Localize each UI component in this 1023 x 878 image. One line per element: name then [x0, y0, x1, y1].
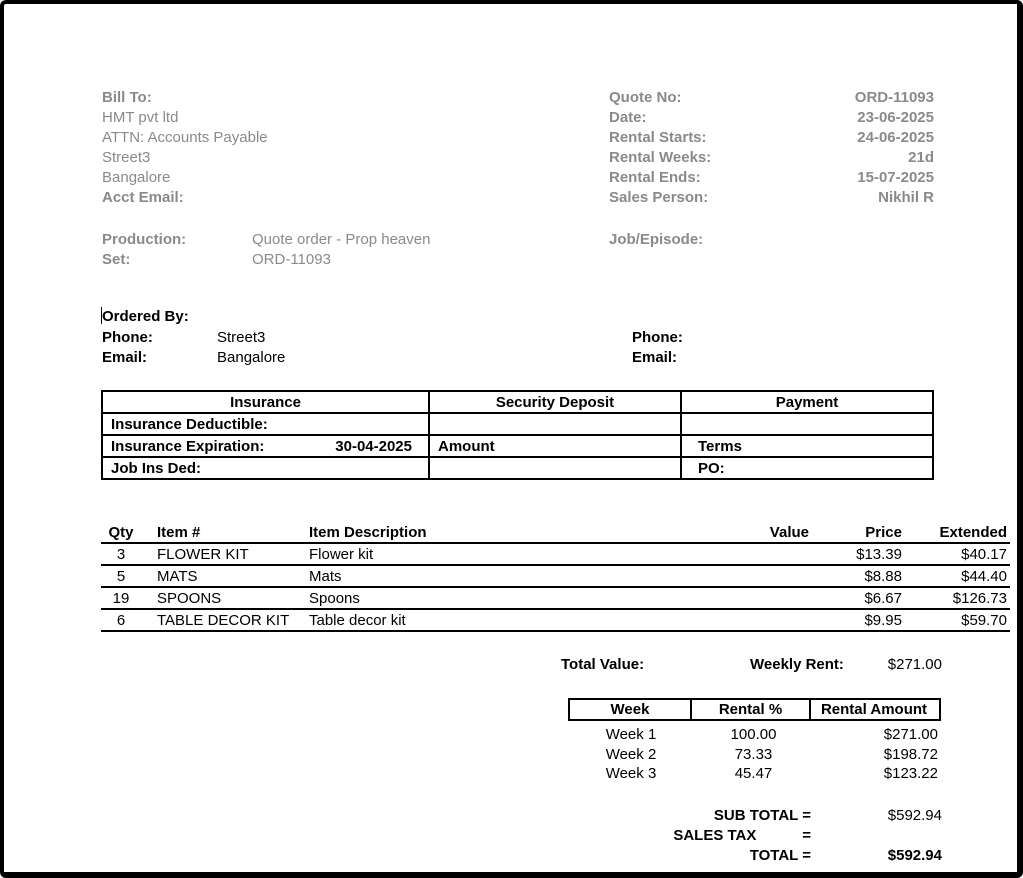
production-value: Quote order - Prop heaven — [252, 231, 431, 248]
sales-tax-label: SALES TAX = — [673, 827, 811, 844]
production-row — [102, 230, 942, 250]
set-value: ORD-11093 — [252, 251, 331, 268]
rental-weeks-label: Rental Weeks: — [609, 149, 712, 166]
deposit-empty-cell — [429, 413, 681, 435]
week-table-header — [568, 698, 941, 721]
date-label: Date: — [609, 109, 647, 126]
rental-pct: 45.47 — [734, 765, 773, 782]
item-extended: $44.40 — [961, 567, 1007, 585]
quote-no-label: Quote No: — [609, 89, 682, 106]
item-price: $6.67 — [864, 589, 902, 607]
item-qty: 19 — [112, 589, 130, 607]
item-row-2 — [101, 566, 1010, 588]
set-label: Set: — [102, 251, 131, 268]
sales-person-value: Nikhil R — [878, 189, 934, 206]
item-description: Table decor kit — [309, 611, 406, 629]
item-price: $13.39 — [856, 545, 902, 563]
item-extended: $40.17 — [961, 545, 1007, 563]
ordered-by-label: Ordered By: — [102, 308, 189, 325]
sales-tax-value — [811, 826, 942, 846]
item-row-3 — [101, 588, 1010, 610]
item-description: Flower kit — [309, 545, 374, 563]
sub-total-row — [604, 806, 942, 826]
rental-amount: $198.72 — [883, 745, 938, 763]
job-episode-label: Job/Episode: — [609, 231, 704, 248]
insurance-header-row — [102, 391, 933, 413]
acct-email-label: Acct Email: — [102, 189, 184, 206]
quote-no-value: ORD-11093 — [854, 89, 934, 106]
phone-row — [102, 328, 942, 348]
rental-weeks-row — [609, 148, 934, 168]
week-header: Week — [570, 700, 692, 719]
item-extended: $59.70 — [961, 611, 1007, 629]
weekly-rent-label: Weekly Rent: — [750, 656, 844, 673]
production-label: Production: — [102, 231, 187, 248]
item-qty: 5 — [116, 567, 126, 585]
payment-terms-label: Terms — [681, 435, 933, 457]
items-header-row — [101, 523, 1010, 544]
rental-ends-row — [609, 168, 934, 188]
rental-ends-value: 15-07-2025 — [857, 169, 934, 186]
bill-to-street: Street3 — [102, 149, 151, 166]
item-row-4 — [101, 610, 1010, 632]
price-header: Price — [865, 524, 902, 541]
insurance-expiration-label: Insurance Expiration: — [111, 437, 265, 455]
date-row — [609, 108, 934, 128]
item-number: TABLE DECOR KIT — [157, 611, 290, 629]
date-value: 23-06-2025 — [857, 109, 934, 126]
item-extended: $126.73 — [952, 589, 1007, 607]
item-description: Mats — [309, 567, 342, 585]
week-row-2 — [568, 745, 941, 765]
week-rental-table — [568, 698, 941, 784]
insurance-table — [101, 390, 934, 480]
week-row-1 — [568, 725, 941, 745]
total-value-label: Total Value: — [561, 656, 645, 673]
email-value: Bangalore — [217, 349, 286, 366]
production-block — [102, 230, 942, 270]
bill-to-city: Bangalore — [102, 169, 171, 186]
phone-value: Street3 — [217, 329, 266, 346]
week-row-3 — [568, 764, 941, 784]
sales-person-row — [609, 188, 934, 208]
sub-total-value: $592.94 — [887, 807, 942, 824]
payment-header: Payment — [681, 391, 933, 413]
sub-total-label: SUB TOTAL = — [713, 807, 811, 824]
quote-info-block — [609, 88, 934, 208]
rental-weeks-value: 21d — [908, 149, 934, 166]
rental-starts-label: Rental Starts: — [609, 129, 707, 146]
item-price: $8.88 — [864, 567, 902, 585]
week-name: Week 3 — [605, 765, 657, 782]
item-number: FLOWER KIT — [157, 545, 249, 563]
value-header: Value — [769, 524, 809, 541]
quote-no-row — [609, 88, 934, 108]
deposit-amount-label: Amount — [429, 435, 681, 457]
bill-to-block — [102, 88, 268, 208]
insurance-expiration-row — [102, 435, 933, 457]
email-label: Email: — [102, 349, 148, 366]
insurance-header: Insurance — [102, 391, 429, 413]
set-row — [102, 250, 942, 270]
bill-to-attn: ATTN: Accounts Payable — [102, 129, 268, 146]
total-label: TOTAL = — [749, 847, 811, 864]
qty-header: Qty — [108, 524, 134, 541]
total-value: $592.94 — [887, 847, 942, 864]
weekly-rent-value: $271.00 — [887, 656, 942, 673]
item-price: $9.95 — [864, 611, 902, 629]
item-number: MATS — [157, 567, 198, 585]
insurance-deductible-label: Insurance Deductible: — [111, 415, 268, 433]
email2-label: Email: — [632, 349, 678, 366]
item-description-header: Item Description — [309, 524, 427, 541]
rental-amount: $123.22 — [883, 765, 938, 782]
email-row — [102, 348, 942, 368]
payment-empty-cell — [681, 413, 933, 435]
po-label: PO: — [681, 457, 933, 479]
phone-label: Phone: — [102, 329, 153, 346]
rental-starts-row — [609, 128, 934, 148]
item-row-1 — [101, 544, 1010, 566]
job-ins-ded-label: Job Ins Ded: — [111, 459, 202, 477]
rental-starts-value: 24-06-2025 — [857, 129, 934, 146]
security-deposit-header: Security Deposit — [429, 391, 681, 413]
deposit-empty-cell-2 — [429, 457, 681, 479]
item-number: SPOONS — [157, 589, 222, 607]
rental-pct: 73.33 — [734, 745, 773, 763]
item-number-header: Item # — [157, 524, 201, 541]
insurance-deductible-row — [102, 413, 933, 435]
items-table — [101, 523, 1010, 632]
ordered-by-block — [102, 307, 942, 368]
rental-amount-header: Rental Amount — [820, 701, 928, 718]
sales-person-label: Sales Person: — [609, 189, 709, 206]
rental-pct-header: Rental % — [692, 700, 811, 719]
rental-ends-label: Rental Ends: — [609, 169, 701, 186]
extended-header: Extended — [939, 524, 1007, 541]
rental-pct: 100.00 — [730, 726, 777, 743]
week-name: Week 1 — [605, 726, 657, 743]
insurance-expiration-value: 30-04-2025 — [335, 437, 412, 455]
totals-block — [604, 806, 942, 866]
item-description: Spoons — [309, 589, 360, 607]
rental-amount: $271.00 — [883, 726, 938, 743]
item-qty: 3 — [116, 545, 126, 563]
rent-summary-row — [561, 656, 942, 673]
sales-tax-row — [604, 826, 942, 846]
phone2-label: Phone: — [632, 329, 683, 346]
total-row — [604, 846, 942, 866]
week-name: Week 2 — [605, 745, 657, 763]
item-qty: 6 — [116, 611, 126, 629]
job-ins-ded-row — [102, 457, 933, 479]
bill-to-label: Bill To: — [102, 89, 152, 106]
bill-to-company: HMT pvt ltd — [102, 109, 179, 126]
